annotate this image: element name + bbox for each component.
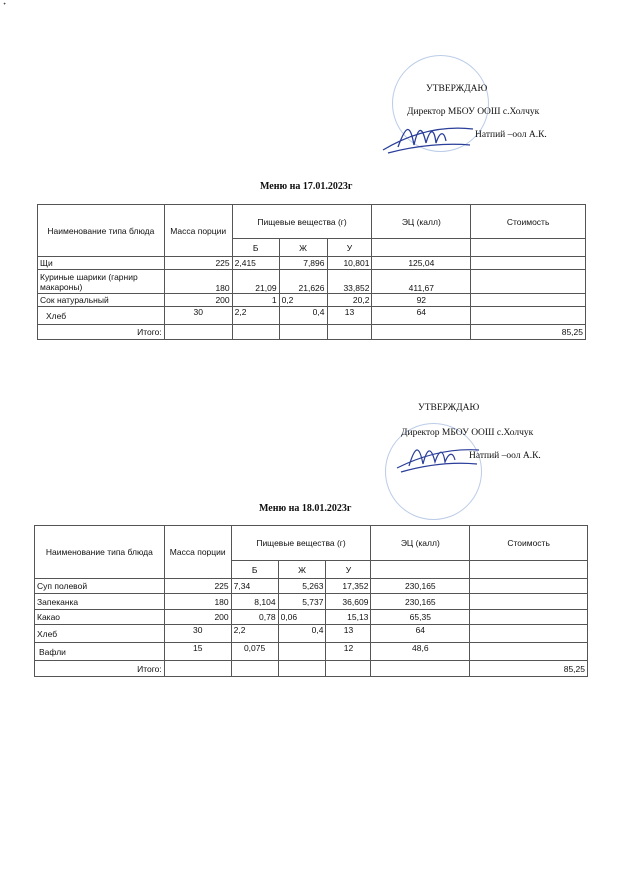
- dish-b: 0,075: [231, 643, 278, 661]
- header-zh: Ж: [278, 561, 326, 579]
- dish-u: 15,13: [326, 610, 371, 625]
- dish-energy: 125,04: [372, 257, 471, 270]
- dish-u: 13: [327, 307, 372, 325]
- total-value: 85,25: [470, 661, 588, 677]
- dish-mass: 30: [164, 625, 231, 643]
- dish-zh: [278, 643, 326, 661]
- dish-zh: 7,896: [279, 257, 327, 270]
- dish-b: 0,78: [231, 610, 278, 625]
- dish-name: Щи: [38, 257, 165, 270]
- table-row: [38, 307, 586, 325]
- approve-title-1: УТВЕРЖДАЮ: [426, 84, 488, 94]
- header-b: Б: [231, 561, 278, 579]
- dish-u: 12: [326, 643, 371, 661]
- table-row: [35, 610, 588, 625]
- dish-u: 20,2: [327, 294, 372, 307]
- dish-energy: 64: [372, 307, 471, 325]
- header-cost: Стоимость: [470, 526, 588, 561]
- dish-name: Запеканка: [35, 594, 165, 610]
- dish-mass: 15: [164, 643, 231, 661]
- approve-title-2: УТВЕРЖДАЮ: [418, 403, 480, 413]
- dish-b: 7,34: [231, 579, 278, 594]
- dish-name: Суп полевой: [35, 579, 165, 594]
- dish-b: 1: [232, 294, 279, 307]
- approve-signer-1: Натпий –оол А.К.: [475, 130, 547, 140]
- menu-title-1: Меню на 17.01.2023г: [260, 181, 353, 192]
- dish-mass: 225: [164, 257, 232, 270]
- approve-position-2: Директор МБОУ ООШ с.Холчук: [401, 428, 534, 438]
- dish-name: Куриные шарики (гарнир макароны): [38, 270, 165, 294]
- corner-mark: ᐩ: [3, 1, 7, 10]
- table-row: [38, 257, 586, 270]
- header-energy: ЭЦ (калл): [372, 205, 471, 239]
- dish-energy: 64: [371, 625, 470, 643]
- menu-table-1: [37, 204, 586, 340]
- dish-u: 33,852: [327, 270, 372, 294]
- menu-title-2: Меню на 18.01.2023г: [259, 503, 352, 514]
- dish-energy: 230,165: [371, 579, 470, 594]
- header-name: Наименование типа блюда: [38, 205, 165, 257]
- header-mass: Масса порции: [164, 526, 231, 579]
- dish-mass: 30: [164, 307, 232, 325]
- dish-mass: 200: [164, 610, 231, 625]
- dish-mass: 180: [164, 594, 231, 610]
- total-label: Итого:: [35, 661, 165, 677]
- dish-zh: 0,4: [279, 307, 327, 325]
- dish-b: 8,104: [231, 594, 278, 610]
- table-row: [38, 294, 586, 307]
- dish-zh: 0,4: [278, 625, 326, 643]
- dish-zh: 21,626: [279, 270, 327, 294]
- dish-b: 21,09: [232, 270, 279, 294]
- header-u: У: [326, 561, 371, 579]
- dish-b: 2,2: [232, 307, 279, 325]
- header-name: Наименование типа блюда: [35, 526, 165, 579]
- dish-u: 36,609: [326, 594, 371, 610]
- table-row: [35, 643, 588, 661]
- dish-energy: 92: [372, 294, 471, 307]
- header-b: Б: [232, 239, 279, 257]
- dish-name: Хлеб: [35, 625, 165, 643]
- dish-name: Вафли: [35, 643, 165, 661]
- dish-energy: 48,6: [371, 643, 470, 661]
- dish-mass: 180: [164, 270, 232, 294]
- table-row: [35, 579, 588, 594]
- dish-zh: 0,06: [278, 610, 326, 625]
- dish-mass: 225: [164, 579, 231, 594]
- header-zh: Ж: [279, 239, 327, 257]
- total-row: [38, 325, 586, 340]
- dish-name: Хлеб: [38, 307, 165, 325]
- dish-energy: 411,67: [372, 270, 471, 294]
- table-row: [35, 594, 588, 610]
- dish-u: 13: [326, 625, 371, 643]
- dish-energy: 230,165: [371, 594, 470, 610]
- total-row: [35, 661, 588, 677]
- table-row: [35, 625, 588, 643]
- total-label: Итого:: [38, 325, 165, 340]
- header-mass: Масса порции: [164, 205, 232, 257]
- header-cost: Стоимость: [471, 205, 586, 239]
- dish-zh: 5,737: [278, 594, 326, 610]
- dish-u: 10,801: [327, 257, 372, 270]
- dish-mass: 200: [164, 294, 232, 307]
- header-nutrients: Пищевые вещества (г): [232, 205, 372, 239]
- dish-energy: 65,35: [371, 610, 470, 625]
- total-value: 85,25: [471, 325, 586, 340]
- header-u: У: [327, 239, 372, 257]
- dish-zh: 5,263: [278, 579, 326, 594]
- dish-b: 2,415: [232, 257, 279, 270]
- table-row: [38, 270, 586, 294]
- dish-name: Какао: [35, 610, 165, 625]
- menu-table-2: [34, 525, 588, 677]
- dish-u: 17,352: [326, 579, 371, 594]
- header-energy: ЭЦ (калл): [371, 526, 470, 561]
- header-nutrients: Пищевые вещества (г): [231, 526, 371, 561]
- signature-1: [378, 115, 478, 160]
- dish-b: 2,2: [231, 625, 278, 643]
- approve-position-1: Директор МБОУ ООШ с.Холчук: [407, 107, 540, 117]
- dish-name: Сок натуральный: [38, 294, 165, 307]
- dish-zh: 0,2: [279, 294, 327, 307]
- approve-signer-2: Натпий –оол А.К.: [469, 451, 541, 461]
